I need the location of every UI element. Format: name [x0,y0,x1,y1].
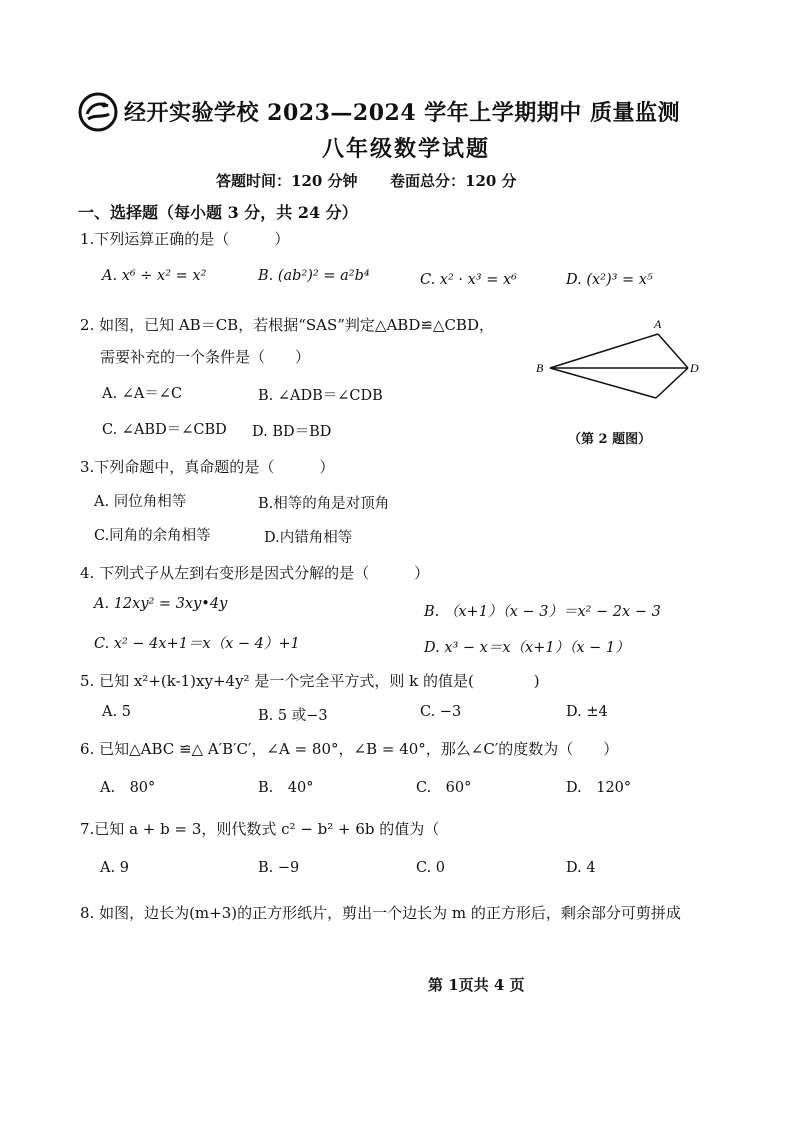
question-1-option-d: D. (x²)³ = x⁵ [566,272,653,288]
question-2-option-a: A. ∠A＝∠C [102,386,183,402]
question-4-stem: 4. 下列式子从左到右变形是因式分解的是（ ） [80,564,430,582]
answer-time: 答题时间：120 分钟 [216,172,358,190]
question-3-option-b: B.相等的角是对顶角 [258,496,390,512]
question-2-option-d: D. BD＝BD [252,424,332,440]
question-6-option-d: D. 120° [566,780,632,796]
question-3-option-d: D.内错角相等 [264,530,353,546]
question-2-option-c: C. ∠ABD＝∠CBD [102,422,227,438]
exam-subtitle: 八年级数学试题 [322,136,491,162]
question-7-option-b: B. −9 [258,860,300,876]
segment-ba [550,334,658,368]
question-1-option-c: C. x² · x³ = x⁶ [420,272,517,288]
question-6-stem: 6. 已知△ABC ≌△ A′B′C′，∠A = 80°，∠B = 40°，那么∠C′的度数为（ ） [80,740,619,758]
segment-ad [658,334,688,368]
question-6-option-a: A. 80° [100,780,156,796]
point-b-label: B [536,361,544,375]
question-5-option-b: B. 5 或−3 [258,708,328,724]
question-3-stem: 3.下列命题中，真命题的是（ ） [80,458,335,476]
question-5-option-a: A. 5 [102,704,131,720]
page-number: 第 1页共 4 页 [428,976,525,994]
question-7-stem: 7.已知 a + b = 3，则代数式 c² − b² + 6b 的值为（ [80,820,440,838]
question-7-option-d: D. 4 [566,860,596,876]
school-logo-icon [78,92,118,132]
segment-cd [656,368,688,398]
question-2-stem: 2. 如图，已知 AB＝CB，若根据“SAS”判定△ABD≌△CBD， [80,316,494,334]
question-6-option-c: C. 60° [416,780,472,796]
exam-title: 经开实验学校 2023—2024 学年上学期期中 质量监测 [124,100,680,126]
question-4-option-a: A. 12xy² = 3xy•4y [94,596,228,612]
question-2-option-b: B. ∠ADB＝∠CDB [258,388,383,404]
question-5-option-d: D. ±4 [566,704,608,720]
section-title: 一、选择题（每小题 3 分，共 24 分） [78,203,358,222]
question-1-option-a: A. x⁶ ÷ x² = x² [102,268,207,284]
question-2-stem-line2: 需要补充的一个条件是（ ） [100,348,311,366]
question-4-option-c: C. x² − 4x+1＝x（x − 4）+1 [94,636,300,652]
point-a-label: A [654,317,662,331]
question-1-stem: 1.下列运算正确的是（ ） [80,230,290,248]
triangle-figure [530,312,710,420]
figure-caption: （第 2 题图） [568,432,652,447]
point-d-label: D [690,361,699,375]
question-4-option-b: B. （x+1）（x − 3）＝x² − 2x − 3 [424,604,661,620]
total-score: 卷面总分：120 分 [390,172,517,190]
question-8-stem: 8. 如图，边长为(m+3)的正方形纸片，剪出一个边长为 m 的正方形后，剩余部分可剪拼成 [80,904,681,922]
question-7-option-a: A. 9 [100,860,129,876]
segment-bc [550,368,656,398]
question-4-option-d: D. x³ − x＝x（x+1）（x − 1） [424,640,630,656]
question-5-stem: 5. 已知 x²+(k-1)xy+4y² 是一个完全平方式，则 k 的值是( ) [80,672,540,690]
question-5-option-c: C. −3 [420,704,462,720]
question-3-option-a: A. 同位角相等 [94,494,187,510]
question-1-option-b: B. (ab²)² = a²b⁴ [258,268,370,284]
question-3-option-c: C.同角的余角相等 [94,528,211,544]
question-7-option-c: C. 0 [416,860,446,876]
question-6-option-b: B. 40° [258,780,314,796]
